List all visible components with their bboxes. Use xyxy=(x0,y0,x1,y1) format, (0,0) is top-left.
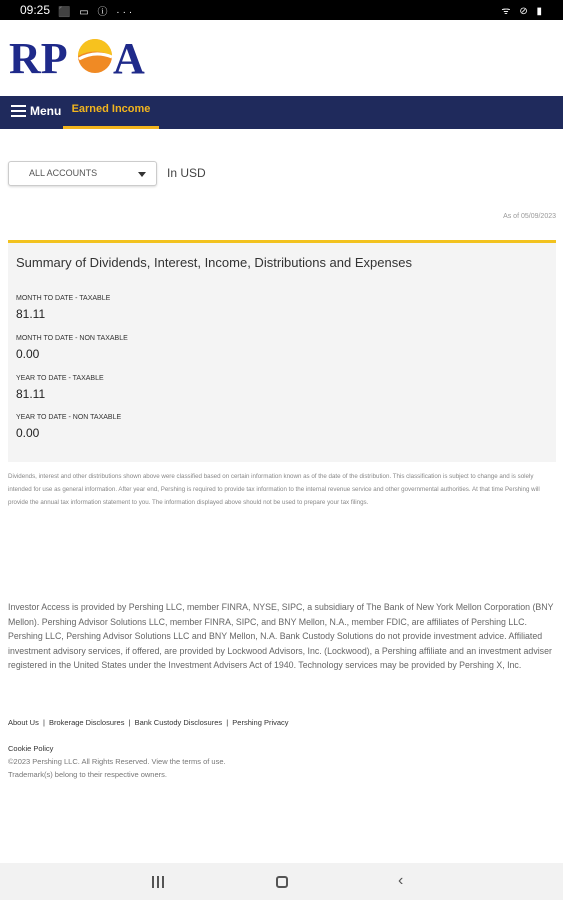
metric-ytd-non-taxable xyxy=(16,414,121,440)
cookie-policy-link[interactable]: Cookie Policy xyxy=(8,744,54,753)
caret-down-icon xyxy=(138,172,146,177)
account-select[interactable] xyxy=(8,161,157,186)
metric-ytd-taxable xyxy=(16,375,104,401)
footer-links xyxy=(8,718,289,727)
footer-link-pershing-privacy[interactable]: Pershing Privacy xyxy=(232,718,289,727)
logo-text-right: A xyxy=(113,35,145,77)
home-icon[interactable] xyxy=(276,876,288,888)
system-status-icons: ᯤ ⊘ ▮ xyxy=(501,6,545,17)
footer-separator: | xyxy=(42,718,45,727)
footer-link-about-us[interactable]: About Us xyxy=(8,718,39,727)
android-nav-bar xyxy=(0,863,563,900)
recents-icon[interactable] xyxy=(152,876,164,888)
brand-header xyxy=(0,20,563,96)
metric-label: YEAR TO DATE - TAXABLE xyxy=(16,375,104,382)
tax-disclaimer: Dividends, interest and other distributions shown above were classified based on certain information known as of the date of the distribution. This classification is subject to change and is solely intended for use as general information. After year end, Pershing is required to provide tax information to the internal revenue service and other governmental authorities. At that time Pershing will provide the annual tax information statement to you. The information displayed above should not be used to prepare your tax filings. xyxy=(8,473,540,506)
logo-sun-icon xyxy=(78,39,112,73)
menu-button[interactable] xyxy=(11,104,61,118)
currency-label: In USD xyxy=(167,166,206,180)
back-icon[interactable]: ‹ xyxy=(398,872,404,889)
footer-link-brokerage-disclosures[interactable]: Brokerage Disclosures xyxy=(49,718,125,727)
status-bar xyxy=(0,0,563,20)
pershing-disclosure: Investor Access is provided by Pershing LLC, member FINRA, NYSE, SIPC, a subsidiary of The Bank of New York Mellon Corporation (BNY Mellon). Pershing Advisor Solutions LLC, member FINRA, SIPC, and BNY Mellon, N.A., member FDIC, are affiliates of Pershing LLC. Pershing LLC, Pershing Advisor Solutions LLC and BNY Mellon, N.A. Bank Custody Solutions do not provide investment advice. Affiliated investment advisory services, if offered, are provided by Lockwood Advisors, Inc. (Lockwood), a Pershing affiliate and an investment adviser registered in the United States under the Investment Advisers Act of 1940. Technology services may be provided by Pershing X, Inc. xyxy=(8,602,554,670)
footer-separator: | xyxy=(226,718,229,727)
metric-value: 81.11 xyxy=(16,307,46,321)
hamburger-icon xyxy=(11,105,26,117)
metric-label: MONTH TO DATE - TAXABLE xyxy=(16,295,111,302)
metric-value: 81.11 xyxy=(16,387,46,401)
nav-bar xyxy=(0,96,563,129)
account-select-value: ALL ACCOUNTS xyxy=(29,168,98,178)
metric-mtd-taxable xyxy=(16,295,110,321)
metric-value: 0.00 xyxy=(16,426,40,440)
footer-separator: | xyxy=(128,718,131,727)
trademark-text: Trademark(s) belong to their respective owners. xyxy=(8,770,167,779)
metric-mtd-non-taxable xyxy=(16,335,128,361)
summary-card xyxy=(8,240,556,462)
notification-icons: ⬛ ▭ ⓘ ··· xyxy=(58,7,136,18)
status-time: 09:25 xyxy=(20,3,51,17)
footer-link-bank-custody-disclosures[interactable]: Bank Custody Disclosures xyxy=(134,718,223,727)
metric-label: MONTH TO DATE - NON TAXABLE xyxy=(16,335,128,342)
rpoa-logo[interactable] xyxy=(9,35,151,77)
logo-text-left: RP xyxy=(9,35,68,77)
summary-title: Summary of Dividends, Interest, Income, Distributions and Expenses xyxy=(16,255,412,270)
as-of-date: As of 05/09/2023 xyxy=(503,213,556,220)
tab-earned-income[interactable]: Earned Income xyxy=(63,96,159,129)
metric-label: YEAR TO DATE - NON TAXABLE xyxy=(16,414,122,421)
metric-value: 0.00 xyxy=(16,347,40,361)
menu-label: Menu xyxy=(30,104,62,118)
copyright-text: ©2023 Pershing LLC. All Rights Reserved. View the terms of use. xyxy=(8,757,226,766)
